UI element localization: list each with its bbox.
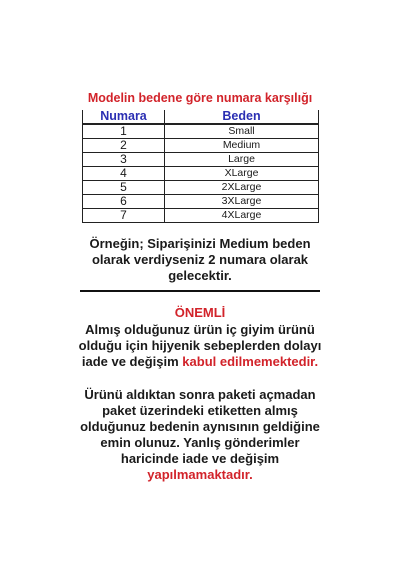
section-divider xyxy=(80,290,320,292)
number-cell: 1 xyxy=(83,124,165,139)
table-row xyxy=(83,181,319,195)
size-check-paragraph xyxy=(30,387,370,483)
table-header-row xyxy=(83,110,319,124)
number-column-header: Numara xyxy=(83,110,165,124)
example-line: gelecektir. xyxy=(168,268,232,283)
highlight-text: yapılmamaktadır. xyxy=(147,467,253,482)
paragraph-line: emin olunuz. Yanlış gönderimler xyxy=(100,435,300,450)
paragraph-line: olduğu için hijyenik sebeplerden dolayı xyxy=(78,338,322,353)
size-chart-table xyxy=(82,110,319,223)
example-line: olarak verdiyseniz 2 numara olarak xyxy=(91,252,309,267)
size-cell: 2XLarge xyxy=(165,181,319,195)
paragraph-line: Ürünü aldıktan sonra paketi açmadan xyxy=(84,387,316,402)
size-cell: 3XLarge xyxy=(165,195,319,209)
example-text xyxy=(40,236,360,284)
number-cell: 7 xyxy=(83,209,165,223)
paragraph-line: olduğunuz bedenin aynısının geldiğine xyxy=(80,419,320,434)
number-cell: 3 xyxy=(83,153,165,167)
table-row xyxy=(83,124,319,139)
paragraph-line: paket üzerindeki etiketten almış xyxy=(102,403,298,418)
highlight-text: kabul edilmemektedir. xyxy=(182,354,319,369)
size-chart-title: Modelin bedene göre numara karşılığı xyxy=(87,91,313,105)
number-cell: 4 xyxy=(83,167,165,181)
number-cell: 6 xyxy=(83,195,165,209)
size-cell: 4XLarge xyxy=(165,209,319,223)
number-cell: 2 xyxy=(83,139,165,153)
size-cell: Large xyxy=(165,153,319,167)
number-cell: 5 xyxy=(83,181,165,195)
table-row xyxy=(83,139,319,153)
important-notice-title: ÖNEMLİ xyxy=(174,305,226,320)
size-cell: Medium xyxy=(165,139,319,153)
size-cell: Small xyxy=(165,124,319,139)
example-line: Örneğin; Siparişinizi Medium beden xyxy=(89,236,311,251)
paragraph-line: haricinde iade ve değişim xyxy=(120,451,280,466)
paragraph-line: Almış olduğunuz ürün iç giyim ürünü xyxy=(85,322,315,337)
table-row xyxy=(83,153,319,167)
paragraph-line xyxy=(30,354,370,370)
return-policy-paragraph xyxy=(30,322,370,370)
table-row xyxy=(83,167,319,181)
size-column-header: Beden xyxy=(165,110,319,124)
table-row xyxy=(83,195,319,209)
table-row xyxy=(83,209,319,223)
size-cell: XLarge xyxy=(165,167,319,181)
paragraph-text: iade ve değişim xyxy=(81,354,183,369)
